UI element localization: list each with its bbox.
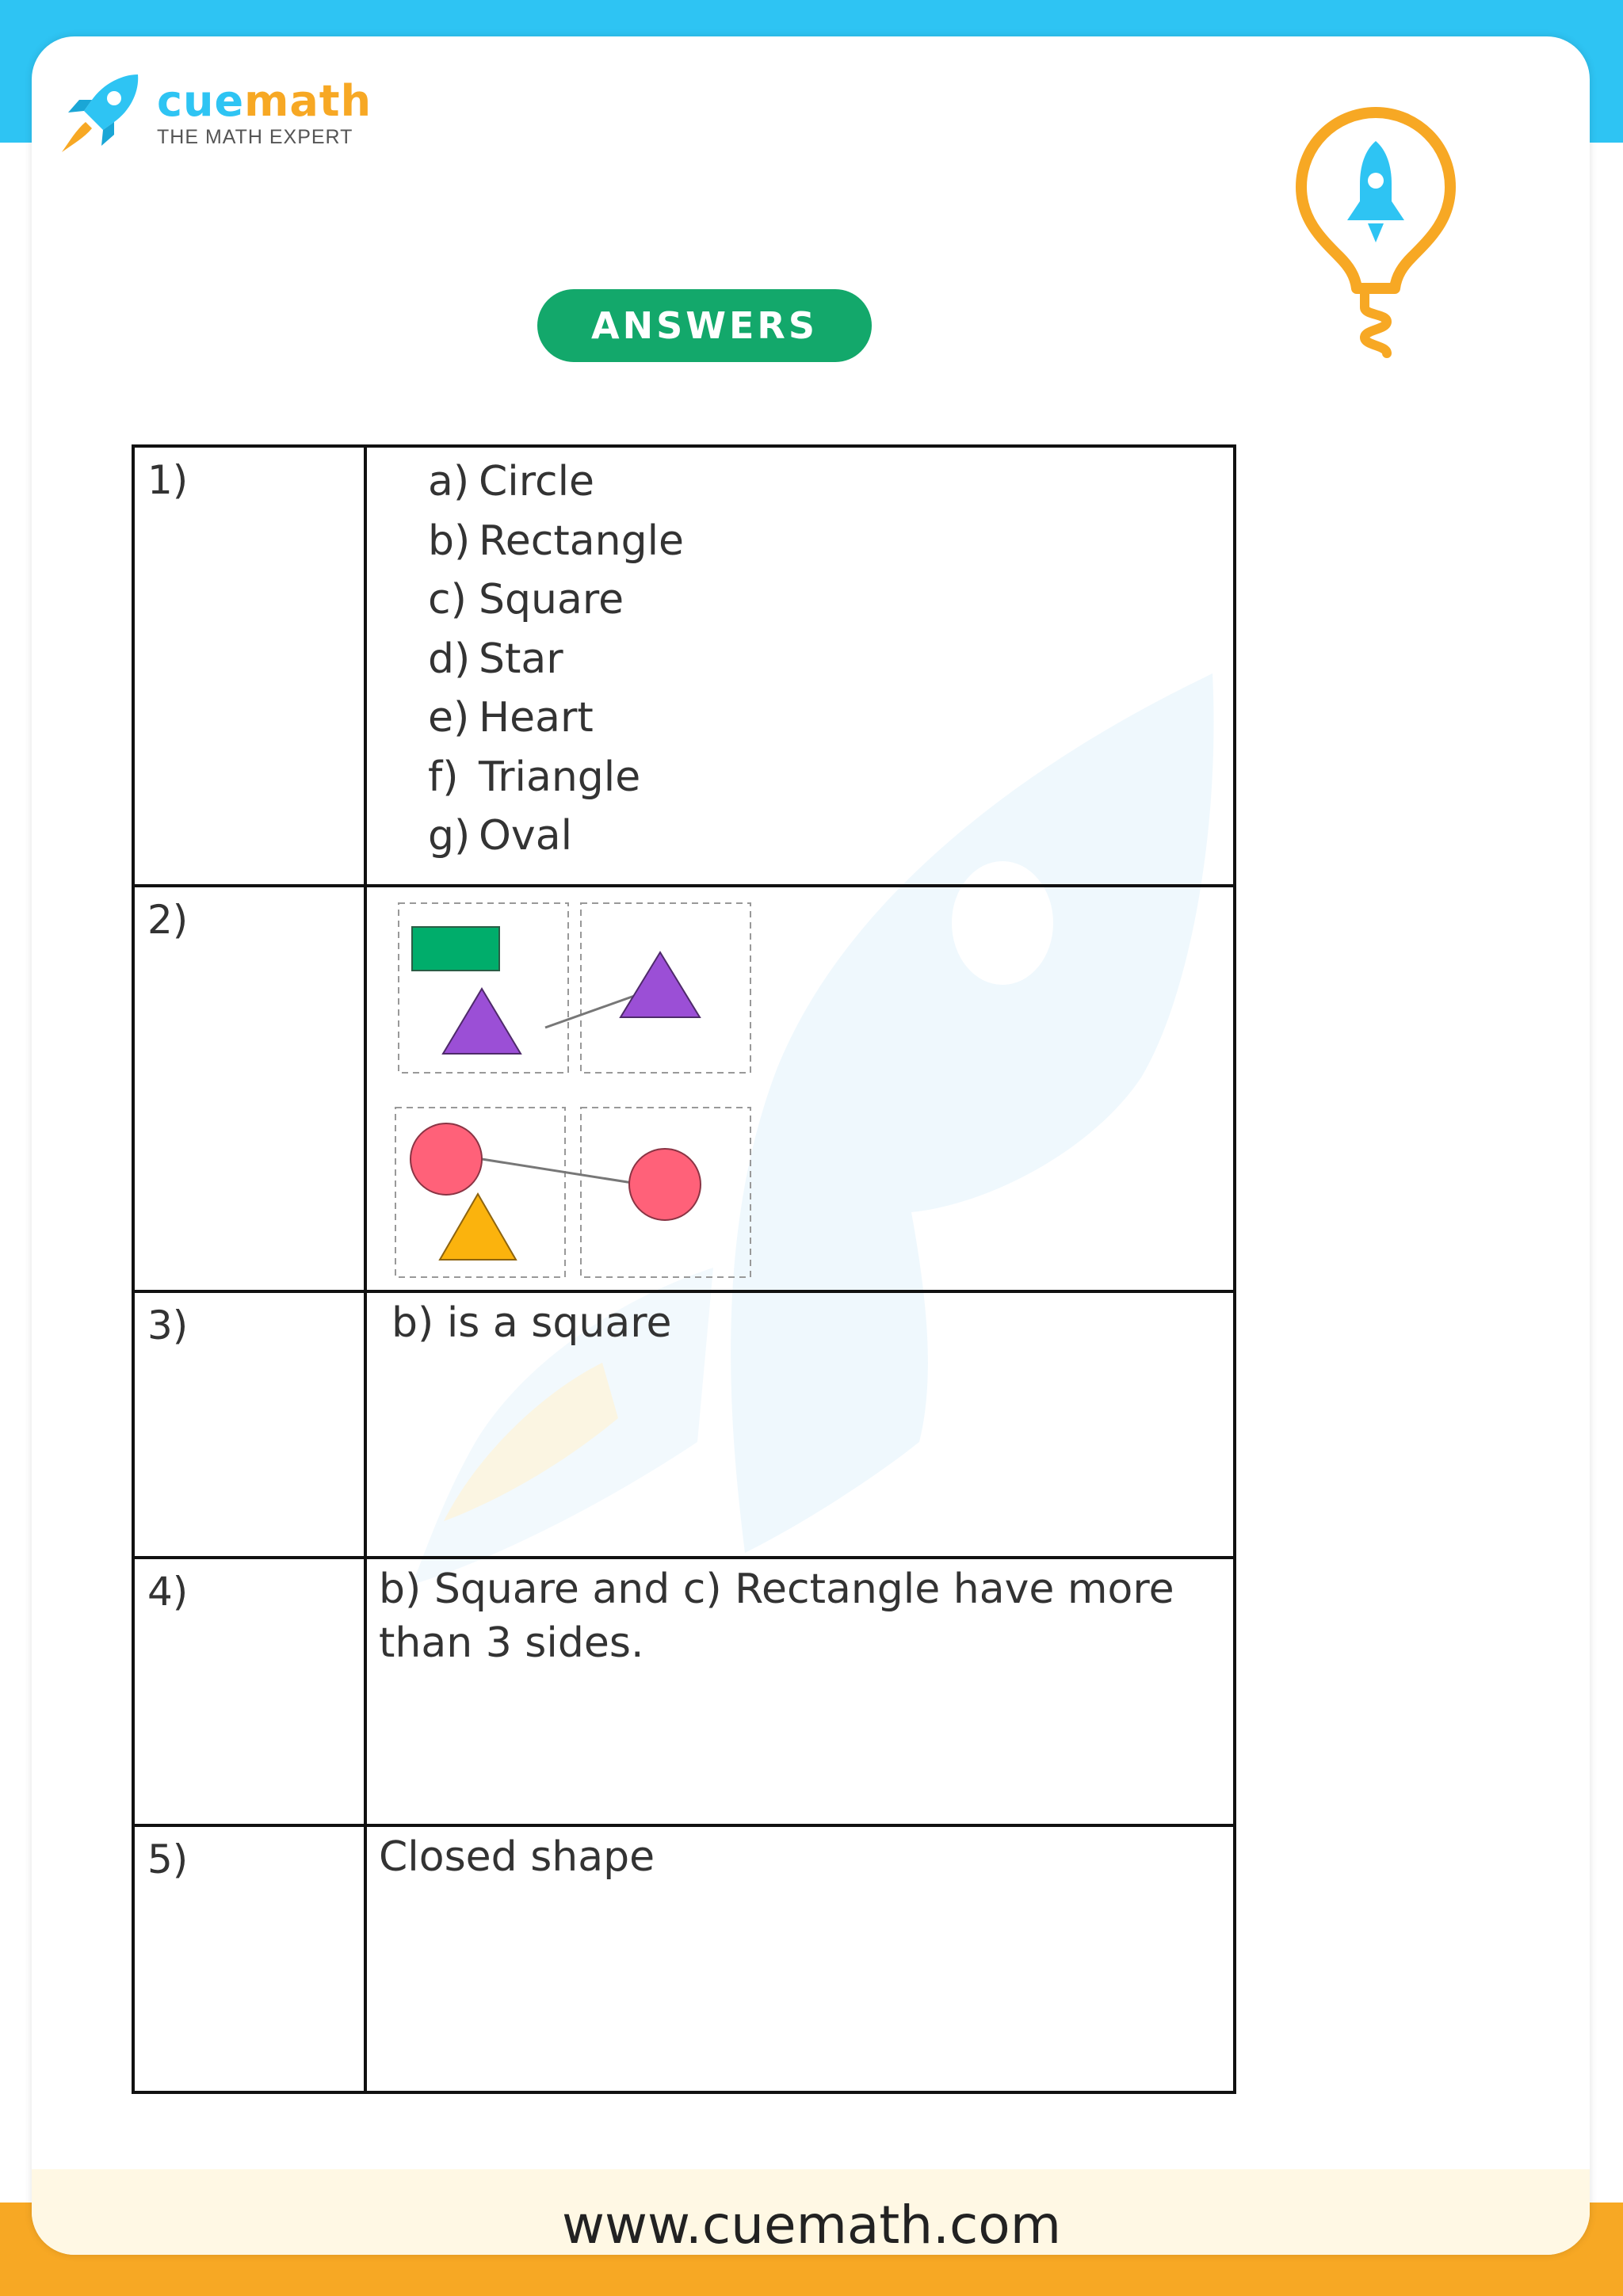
cuemath-logo[interactable] (57, 70, 372, 157)
list-item: c) Square (428, 576, 624, 624)
list-item: a) Circle (428, 458, 595, 505)
list-item: d) Star (428, 635, 563, 683)
orange-triangle-shape (440, 1194, 516, 1260)
answer-text-line-2: than 3 sides. (379, 1619, 644, 1667)
column-divider (364, 1827, 367, 2094)
answer-text: b) is a square (391, 1299, 672, 1347)
matching-line-circles (482, 1159, 632, 1183)
column-divider (364, 1293, 367, 1556)
pink-circle-shape (629, 1149, 701, 1220)
list-item: g) Oval (428, 812, 573, 860)
brand-name: cuemath (157, 75, 372, 126)
table-row (135, 1827, 1233, 2094)
question-number: 5) (147, 1836, 189, 1882)
column-divider (364, 1559, 367, 1824)
answer-text-line-1: b) Square and c) Rectangle have more (379, 1566, 1174, 1613)
green-rectangle-shape (412, 927, 499, 971)
question-number: 3) (147, 1302, 189, 1348)
footer-website-link[interactable]: www.cuemath.com (562, 2195, 1061, 2256)
brand-tagline: THE MATH EXPERT (157, 125, 353, 148)
table-row (135, 448, 1233, 887)
column-divider (364, 448, 367, 884)
list-item: b) Rectangle (428, 517, 685, 565)
rocket-icon (57, 70, 144, 157)
answers-title-badge: ANSWERS (537, 289, 872, 362)
table-row (135, 887, 1233, 1293)
list-item: e) Heart (428, 694, 594, 742)
question-number: 4) (147, 1569, 189, 1615)
shape-matching-figure (135, 887, 1233, 1290)
answers-table (132, 444, 1236, 2094)
lightbulb-rocket-icon (1289, 101, 1463, 363)
table-row (135, 1293, 1233, 1559)
answer-text: Closed shape (379, 1833, 655, 1881)
pink-circle-shape (411, 1123, 482, 1195)
question-number: 1) (147, 457, 189, 503)
question-number: 2) (147, 897, 189, 943)
shape-name-list (428, 452, 684, 866)
purple-triangle-shape (621, 952, 700, 1017)
purple-triangle-shape (443, 989, 521, 1054)
list-item: f) Triangle (428, 753, 641, 801)
table-row (135, 1559, 1233, 1827)
